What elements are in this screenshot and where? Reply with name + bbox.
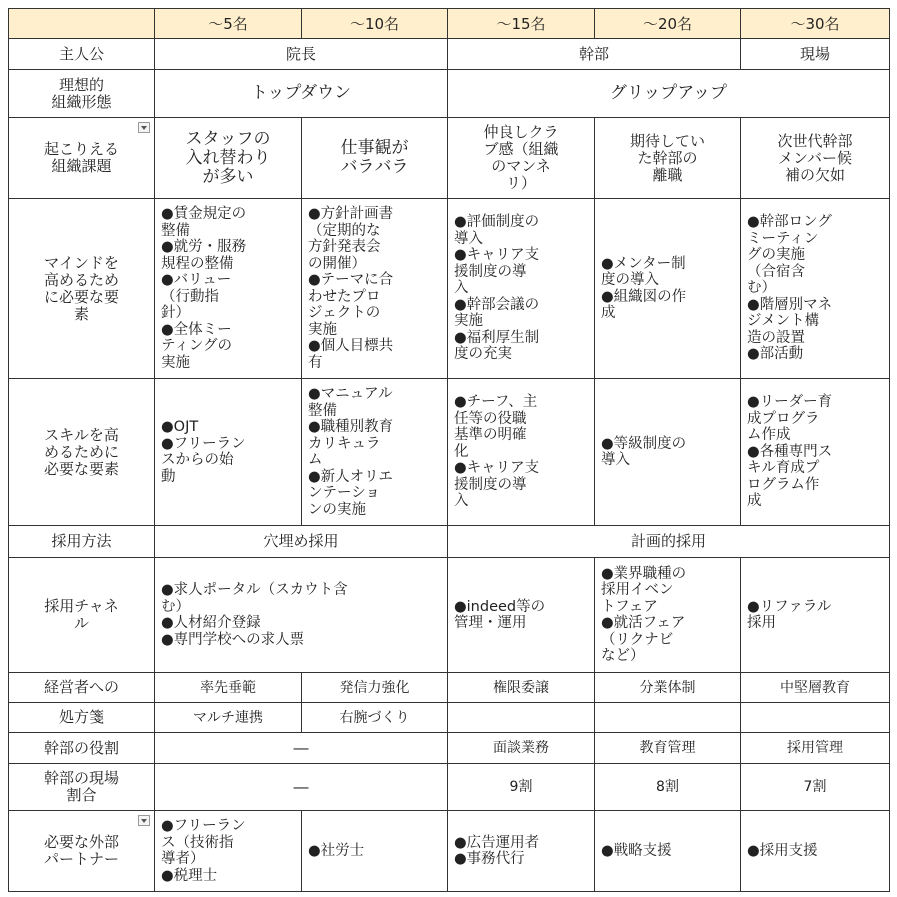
row-hiring-channel bbox=[9, 558, 890, 673]
cell[interactable]: 仲良しクラ ブ感（組織 のマンネ リ） bbox=[448, 118, 595, 199]
cell[interactable] bbox=[448, 811, 595, 892]
bullet-item: ●就労・服務 規程の整備 bbox=[161, 239, 247, 272]
header-10[interactable]: 〜10名 bbox=[302, 9, 448, 39]
row-label[interactable]: 幹部の現場 割合 bbox=[9, 764, 155, 811]
cell[interactable] bbox=[302, 199, 448, 379]
row-label[interactable]: 処方箋 bbox=[9, 703, 155, 733]
cell[interactable]: 期待してい た幹部の 離職 bbox=[595, 118, 741, 199]
bullet-item: ●専門学校への求人票 bbox=[161, 631, 305, 648]
bullet-item: ●等級制度の 導入 bbox=[601, 435, 687, 468]
row-prescription-2 bbox=[9, 703, 890, 733]
cell[interactable] bbox=[595, 811, 741, 892]
header-20[interactable]: 〜20名 bbox=[595, 9, 741, 39]
bullet-item: ●階層別マネ ジメント構 造の設置 bbox=[747, 296, 833, 346]
cell[interactable]: 8割 bbox=[595, 764, 741, 811]
cell[interactable] bbox=[741, 379, 890, 526]
bullet-item: ●個人目標共 有 bbox=[308, 338, 394, 371]
row-label[interactable]: 経営者への bbox=[9, 673, 155, 703]
cell[interactable]: 分業体制 bbox=[595, 673, 741, 703]
bullet-item: ●フリーラン ス（技術指 導者） bbox=[161, 818, 246, 867]
row-label-partners[interactable] bbox=[9, 811, 155, 892]
cell[interactable]: 中堅層教育 bbox=[741, 673, 890, 703]
bullet-item: ●方針計画書 （定期的な 方針発表会 の開催） bbox=[308, 206, 394, 272]
row-protagonist bbox=[9, 39, 890, 70]
bullet-item: ●キャリア支 援制度の導 入 bbox=[454, 460, 540, 510]
header-30[interactable]: 〜30名 bbox=[741, 9, 890, 39]
cell[interactable] bbox=[448, 558, 595, 673]
row-exec-role bbox=[9, 733, 890, 764]
cell[interactable] bbox=[595, 379, 741, 526]
cell[interactable] bbox=[741, 558, 890, 673]
cell[interactable]: 院長 bbox=[155, 39, 448, 70]
row-exec-field bbox=[9, 764, 890, 811]
bullet-item: ●就活フェア （リクナビ など） bbox=[601, 615, 686, 664]
bullet-item: ●賃金規定の 整備 bbox=[161, 206, 247, 239]
cell[interactable] bbox=[448, 703, 595, 733]
bullet-item: ●リファラル 採用 bbox=[747, 598, 832, 631]
bullet-item: ●部活動 bbox=[747, 346, 804, 363]
bullet-item: ●組織図の作 成 bbox=[601, 288, 687, 321]
cell[interactable] bbox=[155, 199, 302, 379]
cell[interactable] bbox=[595, 703, 741, 733]
row-issues bbox=[9, 118, 890, 199]
row-label[interactable]: マインドを 高めるため に必要な要 素 bbox=[9, 199, 155, 379]
cell[interactable]: 面談業務 bbox=[448, 733, 595, 764]
bullet-item: ●求人ポータル（スカウト含 む） bbox=[161, 582, 348, 615]
header-5[interactable]: 〜5名 bbox=[155, 9, 302, 39]
cell[interactable]: 次世代幹部 メンバー候 補の欠如 bbox=[741, 118, 890, 199]
row-label[interactable]: 採用方法 bbox=[9, 526, 155, 558]
header-corner[interactable] bbox=[9, 9, 155, 39]
filter-dropdown-icon[interactable] bbox=[138, 815, 150, 826]
cell[interactable] bbox=[741, 811, 890, 892]
row-prescription-1 bbox=[9, 673, 890, 703]
bullet-item: ●幹部会議の 実施 bbox=[454, 296, 540, 330]
row-label[interactable]: 理想的 組織形態 bbox=[9, 70, 155, 118]
cell[interactable] bbox=[302, 379, 448, 526]
bullet-item: ●新人オリエ ンテーショ ンの実施 bbox=[308, 468, 393, 518]
row-label: 起こりえる 組織課題 bbox=[43, 140, 119, 175]
header-15[interactable]: 〜15名 bbox=[448, 9, 595, 39]
cell[interactable] bbox=[741, 199, 890, 379]
bullet-item: ●社労士 bbox=[308, 842, 365, 859]
cell[interactable]: グリップアップ bbox=[448, 70, 890, 118]
bullet-item: ●広告運用者 bbox=[454, 834, 540, 851]
row-mind bbox=[9, 199, 890, 379]
header-row bbox=[9, 9, 890, 39]
row-ideal-org bbox=[9, 70, 890, 118]
row-skill bbox=[9, 379, 890, 526]
bullet-item: ●indeed等の 管理・運用 bbox=[454, 598, 546, 631]
row-label[interactable]: 主人公 bbox=[9, 39, 155, 70]
row-label-issues[interactable] bbox=[9, 118, 155, 199]
cell[interactable] bbox=[448, 379, 595, 526]
cell[interactable] bbox=[155, 811, 302, 892]
bullet-item: ●採用支援 bbox=[747, 842, 818, 859]
cell[interactable]: 仕事観が バラバラ bbox=[302, 118, 448, 199]
cell[interactable] bbox=[302, 811, 448, 892]
row-partners bbox=[9, 811, 890, 892]
bullet-item: ●キャリア支 援制度の導 入 bbox=[454, 247, 540, 297]
cell[interactable]: ― bbox=[155, 733, 448, 764]
row-label[interactable]: 採用チャネ ル bbox=[9, 558, 155, 673]
bullet-item: ●業界職種の 採用イベン トフェア bbox=[601, 565, 687, 615]
cell[interactable] bbox=[155, 558, 448, 673]
cell[interactable]: 発信力強化 bbox=[302, 673, 448, 703]
bullet-item: ●テーマに合 わせたプロ ジェクトの 実施 bbox=[308, 272, 394, 338]
organization-stage-table bbox=[8, 8, 890, 892]
bullet-item: ●評価制度の 導入 bbox=[454, 214, 540, 247]
bullet-item: ●各種専門ス キル育成プ ログラム作 成 bbox=[747, 443, 833, 510]
row-label[interactable]: スキルを高 めるために 必要な要素 bbox=[9, 379, 155, 526]
cell[interactable] bbox=[595, 558, 741, 673]
bullet-item: ●リーダー育 成プログラ ム作成 bbox=[747, 394, 833, 444]
cell[interactable]: マルチ連携 bbox=[155, 703, 302, 733]
cell[interactable]: スタッフの 入れ替わり が多い bbox=[155, 118, 302, 199]
cell[interactable]: トップダウン bbox=[155, 70, 448, 118]
cell[interactable]: 計画的採用 bbox=[448, 526, 890, 558]
bullet-item: ●メンター制 度の導入 bbox=[601, 255, 686, 288]
cell[interactable]: 右腕づくり bbox=[302, 703, 448, 733]
cell[interactable] bbox=[741, 703, 890, 733]
cell[interactable] bbox=[595, 199, 741, 379]
cell[interactable]: ― bbox=[155, 764, 448, 811]
bullet-item: ●戦略支援 bbox=[601, 842, 672, 859]
bullet-item: ●チーフ、主 任等の役職 基準の明確 化 bbox=[454, 394, 538, 460]
cell[interactable]: 7割 bbox=[741, 764, 890, 811]
bullet-item: ●フリーラン スからの始 動 bbox=[161, 435, 246, 485]
cell[interactable]: 幹部 bbox=[448, 39, 741, 70]
cell[interactable]: 採用管理 bbox=[741, 733, 890, 764]
bullet-item: ●事務代行 bbox=[454, 851, 525, 867]
bullet-item: ●バリュー （行動指 針） bbox=[161, 272, 232, 321]
bullet-item: ●人材紹介登録 bbox=[161, 615, 261, 631]
filter-dropdown-icon[interactable] bbox=[138, 122, 150, 133]
bullet-item: ●幹部ロング ミーティン グの実施 （合宿含 む） bbox=[747, 214, 832, 297]
bullet-item: ●福利厚生制 度の充実 bbox=[454, 329, 540, 363]
cell[interactable] bbox=[448, 199, 595, 379]
cell[interactable]: 権限委譲 bbox=[448, 673, 595, 703]
cell[interactable]: 率先垂範 bbox=[155, 673, 302, 703]
cell[interactable]: 教育管理 bbox=[595, 733, 741, 764]
row-label[interactable]: 幹部の役割 bbox=[9, 733, 155, 764]
bullet-item: ●職種別教育 カリキュラ ム bbox=[308, 419, 394, 468]
bullet-item: ●マニュアル 整備 bbox=[308, 386, 393, 419]
cell[interactable]: 穴埋め採用 bbox=[155, 526, 448, 558]
bullet-item: ●全体ミー ティングの 実施 bbox=[161, 321, 233, 371]
row-label: 必要な外部 パートナー bbox=[43, 833, 119, 868]
bullet-item: ●税理士 bbox=[161, 867, 218, 884]
bullet-item: ●OJT bbox=[161, 419, 199, 435]
cell[interactable] bbox=[155, 379, 302, 526]
row-hiring-method bbox=[9, 526, 890, 558]
cell[interactable]: 9割 bbox=[448, 764, 595, 811]
cell[interactable]: 現場 bbox=[741, 39, 890, 70]
